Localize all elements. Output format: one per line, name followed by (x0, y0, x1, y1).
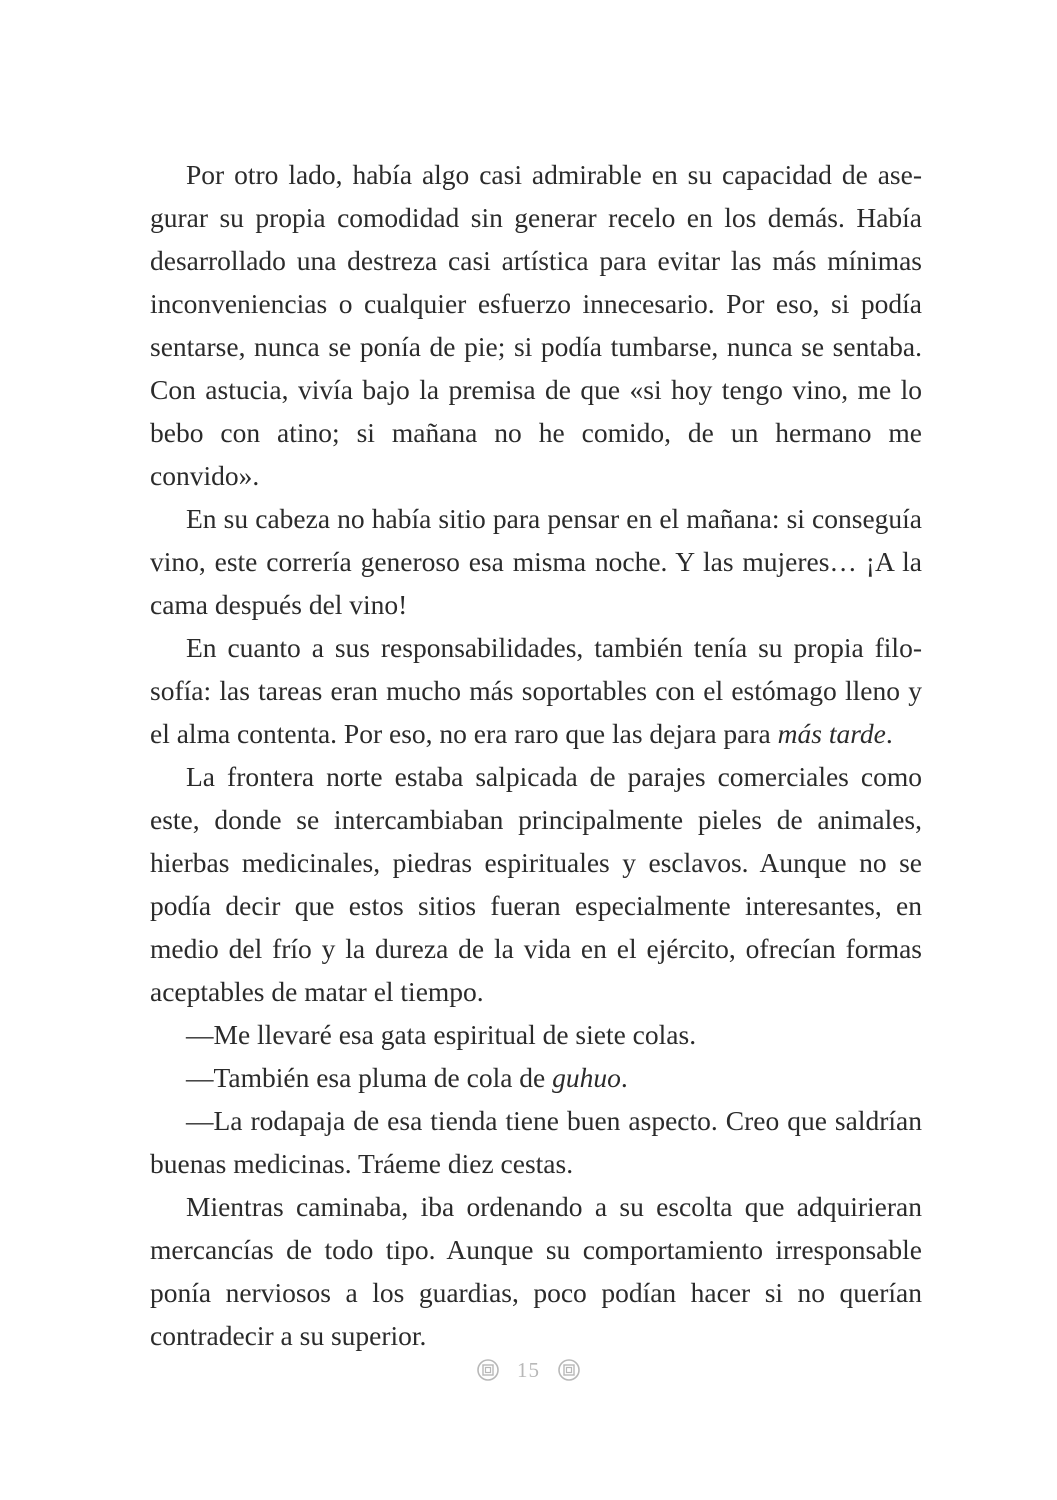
dialogue-line-1 (150, 1013, 922, 1056)
dialogue-line-2-text: —También esa pluma de cola de (186, 1062, 553, 1093)
dialogue-line-2-after: . (620, 1062, 628, 1093)
dialogue-line-2-italic: guhuo (552, 1062, 621, 1093)
paragraph-4 (150, 755, 922, 1013)
page-body (150, 153, 922, 1357)
page-footer (0, 1358, 1057, 1382)
dialogue-line-3-text: —La rodapaja de esa tienda tiene buen aspecto. Creo que saldrían buenas medicinas. Tráeme diez cestas. (150, 1105, 922, 1179)
paragraph-3 (150, 626, 922, 755)
paragraph-3-text: En cuanto a sus responsabilidades, también tenía su propia filosofía: las tareas eran mucho más soportables con el estómago lleno y el alma contenta. Por eso, no era raro que las dejara para (150, 632, 922, 749)
paragraph-5-text: Mientras caminaba, iba ordenando a su escolta que adquirieran mercancías de todo tipo. Aunque su comportamiento irresponsable ponía nerviosos a los guardias, poco podían hacer si no querían contradecir a su superior. (150, 1191, 922, 1351)
paragraph-3-italic: más tarde (777, 718, 886, 749)
paragraph-5 (150, 1185, 922, 1357)
dialogue-line-1-text: —Me llevaré esa gata espiritual de siete colas. (186, 1019, 697, 1050)
right-ornament-icon (558, 1359, 580, 1381)
dialogue-line-3 (150, 1099, 922, 1185)
paragraph-1-text: Por otro lado, había algo casi admirable en su capacidad de asegurar su propia comodidad sin generar recelo en los demás. Había desarrollado una destreza casi artística para evitar las más mínimas inconveniencias o cualquier esfuerzo innecesario. Por eso, si podía sentarse, nunca se ponía de pie; si podía tumbarse, nunca se sentaba. Con astucia, vivía bajo la premisa de que «si hoy tengo vino, me lo bebo con atino; si mañana no he comido, de un hermano me convido». (150, 159, 922, 491)
paragraph-2 (150, 497, 922, 626)
paragraph-4-text: La frontera norte estaba salpicada de parajes comerciales como este, donde se intercambiaban principalmente pieles de animales, hierbas medicinales, piedras espirituales y esclavos. Aunque no se podía decir que estos sitios fueran especialmente interesantes, en medio del frío y la dureza de la vida en el ejército, ofrecían formas aceptables de matar el tiempo. (150, 761, 922, 1007)
paragraph-3-after: . (885, 718, 893, 749)
page-number: 15 (517, 1358, 540, 1382)
dialogue-line-2 (150, 1056, 922, 1099)
paragraph-2-text: En su cabeza no había sitio para pensar en el mañana: si conseguía vino, este correría generoso esa misma noche. Y las mujeres… ¡A la cama después del vino! (150, 503, 922, 620)
left-ornament-icon (477, 1359, 499, 1381)
paragraph-1 (150, 153, 922, 497)
